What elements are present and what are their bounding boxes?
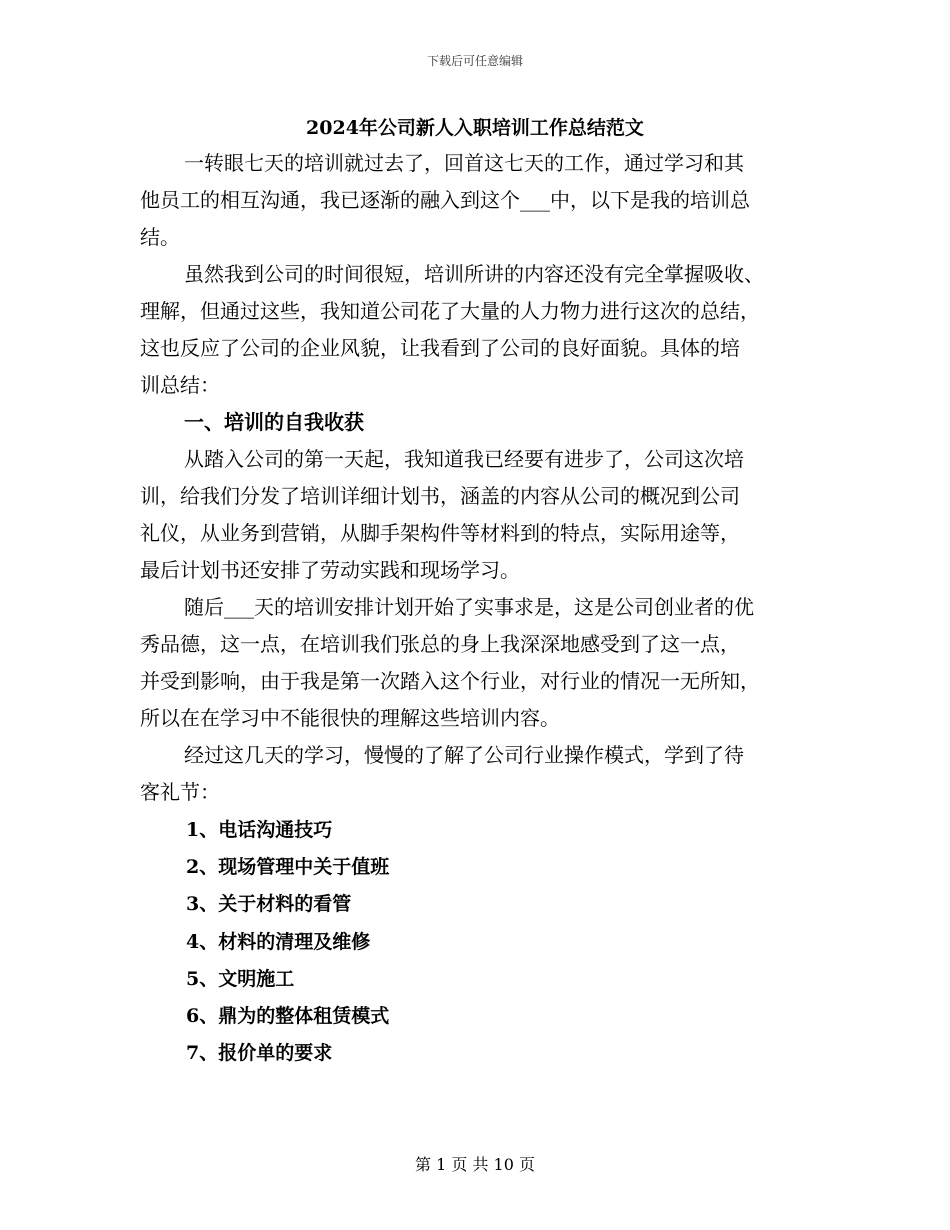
paragraph-line: 训总结： — [140, 373, 220, 397]
paragraph-line: 这也反应了公司的企业风貌，让我看到了公司的良好面貌。具体的培 — [140, 336, 740, 360]
paragraph-line: 一转眼七天的培训就过去了，回首这七天的工作，通过学习和其 — [184, 151, 744, 175]
paragraph-line: 最后计划书还安排了劳动实践和现场学习。 — [140, 558, 520, 582]
list-item: 3、关于材料的看管 — [186, 893, 352, 916]
paragraph-line: 他员工的相互沟通，我已逐渐的融入到这个___中，以下是我的培训总 — [140, 188, 750, 212]
paragraph-line: 理解，但通过这些，我知道公司花了大量的人力物力进行这次的总结， — [140, 299, 760, 323]
header-note: 下载后可任意编辑 — [426, 54, 523, 68]
list-item: 5、文明施工 — [186, 967, 295, 990]
paragraph-line: 虽然我到公司的时间很短，培训所讲的内容还没有完全掌握吸收、 — [184, 262, 764, 286]
numbered-list — [186, 812, 389, 1072]
paragraph-line: 所以在在学习中不能很快的理解这些培训内容。 — [140, 706, 560, 730]
paragraph-line: 礼仪，从业务到营销，从脚手架构件等材料到的特点，实际用途等， — [140, 521, 740, 545]
document-title: 2024年公司新人入职培训工作总结范文 — [306, 117, 644, 139]
page-number: 第 1 页 共 10 页 — [415, 1155, 535, 1174]
section-heading: 一、培训的自我收获 — [184, 410, 364, 434]
paragraph-line: 秀品德，这一点，在培训我们张总的身上我深深地感受到了这一点， — [140, 632, 740, 656]
paragraph-line: 客礼节： — [140, 780, 220, 804]
list-item: 7、报价单的要求 — [186, 1042, 333, 1065]
paragraph-line: 随后___天的培训安排计划开始了实事求是，这是公司创业者的优 — [184, 595, 754, 619]
document-body — [140, 145, 812, 811]
list-item: 1、电话沟通技巧 — [186, 819, 333, 841]
list-item: 4、材料的清理及维修 — [186, 930, 371, 953]
paragraph-line: 从踏入公司的第一天起，我知道我已经要有进步了，公司这次培 — [184, 447, 744, 471]
paragraph-line: 结。 — [140, 225, 180, 249]
list-item: 6、鼎为的整体租赁模式 — [186, 1005, 390, 1028]
paragraph-line: 经过这几天的学习，慢慢的了解了公司行业操作模式，学到了待 — [184, 743, 744, 767]
paragraph-line: 并受到影响，由于我是第一次踏入这个行业，对行业的情况一无所知， — [140, 669, 760, 693]
paragraph-line: 训，给我们分发了培训详细计划书，涵盖的内容从公司的概况到公司 — [140, 484, 740, 508]
list-item: 2、现场管理中关于值班 — [186, 856, 390, 879]
